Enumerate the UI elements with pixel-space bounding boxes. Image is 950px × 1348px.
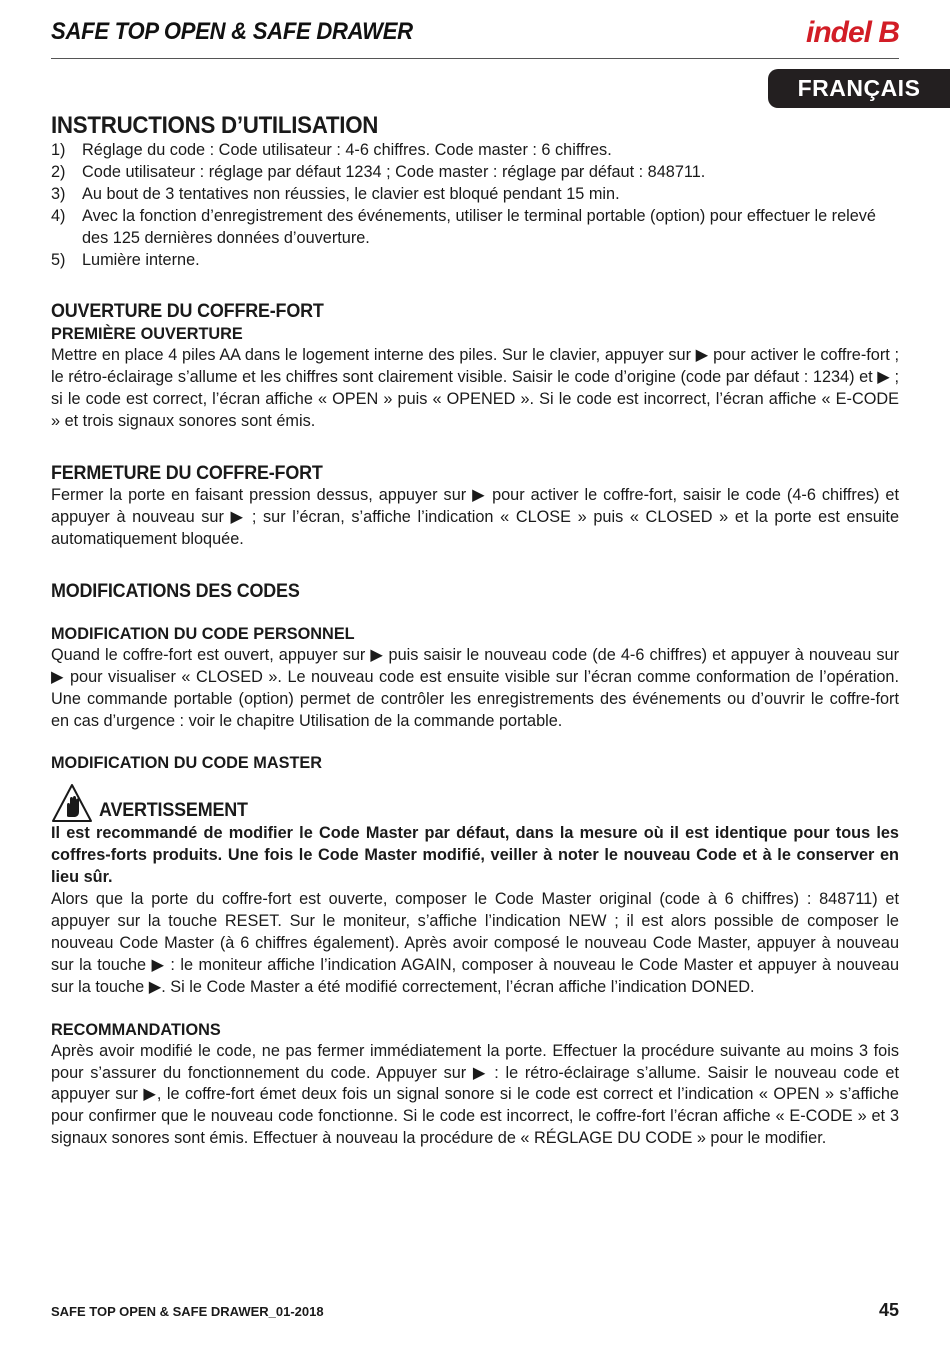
language-tab: FRANÇAIS [768,69,950,108]
personal-code-paragraph: Quand le coffre-fort est ouvert, appuyer sur ▶ puis saisir le nouveau code (de 4-6 chiffres) et appuyer à nouveau sur ▶ pour visualiser « CLOSED ». Le nouveau code est ensuite visible sur l’écran comme conformation de l’opération. Une commande portable (option) permet de contrôler les enregistrements des événements ou d’ouvrir le coffre-fort en cas d’urgence : voir le chapitre Utilisation de la commande portable. [51,645,899,730]
first-opening-subheading: PREMIÈRE OUVERTURE [51,325,243,344]
list-item [51,184,899,206]
instructions-heading: INSTRUCTIONS D’UTILISATION [51,112,379,139]
list-item-text: Lumière interne. [82,250,200,269]
brand-logo: indel B [805,16,899,49]
master-code-subheading: MODIFICATION DU CODE MASTER [51,754,323,773]
list-item-text: Au bout de 3 tentatives non réussies, le clavier est bloqué pendant 15 min. [82,184,620,203]
list-item-number: 2) [51,162,66,181]
header-divider [51,58,899,59]
warning-block-header [51,783,899,823]
list-item-number: 4) [51,206,66,225]
opening-paragraph: Mettre en place 4 piles AA dans le logement interne des piles. Sur le clavier, appuyer sur ▶ pour activer le coffre-fort ; le rétro-éclairage s’allume et les chiffres sont clairement visible. Saisir le code d’origine (code par défaut : 1234) et ▶ ; si le code est correct, l’écran affiche « OPEN » puis « OPENED ». Si le code est incorrect, l’écran affiche « E-CODE » et trois signaux sonores sont émis. [51,346,899,431]
closing-heading: FERMETURE DU COFFRE-FORT [51,462,323,485]
list-item-number: 5) [51,250,66,269]
footer-doc-reference: SAFE TOP OPEN & SAFE DRAWER_01-2018 [51,1304,324,1319]
document-title: SAFE TOP OPEN & SAFE DRAWER [51,18,413,45]
list-item [51,140,899,162]
list-item [51,250,899,272]
recommendations-paragraph: Après avoir modifié le code, ne pas fermer immédiatement la porte. Effectuer la procédure suivante au moins 3 fois pour s’assurer du fonctionnement du code. Appuyer sur ▶ : le rétro-éclairage s’allume. Saisir le nouveau code et appuyer sur ▶, le coffre-fort émet deux fois un signal sonore si le code est correct et l’indication « OPEN » s’affiche pour confirmer que le nouveau code fonctionne. Si le code est incorrect, le coffre-fort l’écran affiche « E-CODE » et 3 signaux sonores sont émis. Effectuer à nouveau la procédure de « RÉGLAGE DU CODE » pour le modifier. [51,1041,899,1148]
page-number: 45 [878,1300,899,1320]
list-item-number: 3) [51,184,66,203]
list-item-text: Réglage du code : Code utilisateur : 4-6 chiffres. Code master : 6 chiffres. [82,141,612,159]
codes-heading: MODIFICATIONS DES CODES [51,579,300,602]
list-item [51,206,899,250]
personal-code-subheading: MODIFICATION DU CODE PERSONNEL [51,624,355,643]
list-item-number: 1) [51,141,66,159]
warning-hand-icon [51,783,93,823]
list-item-text: Code utilisateur : réglage par défaut 1234 ; Code master : réglage par défaut : 848711. [82,162,706,181]
warning-paragraph: Il est recommandé de modifier le Code Master par défaut, dans la mesure où il est identique pour tous les coffres-forts produits. Une fois le Code Master modifié, veiller à noter le nouveau Code et à le conserver en lieu sûr. [51,824,899,887]
instructions-list [51,140,899,271]
warning-heading: AVERTISSEMENT [99,799,248,822]
recommendations-heading: RECOMMANDATIONS [51,1020,221,1039]
opening-heading: OUVERTURE DU COFFRE-FORT [51,300,324,323]
list-item-text: Avec la fonction d’enregistrement des événements, utiliser le terminal portable (option) pour effectuer le relevé des 125 dernières données d’ouverture. [82,206,876,247]
list-item [51,162,899,184]
page-content [51,112,899,1150]
master-code-paragraph: Alors que la porte du coffre-fort est ouverte, composer le Code Master original (code à 6 chiffres) : 848711) et appuyer sur la touche RESET. Sur le moniteur, s’affiche l’indication NEW ; il est alors possible de composer le nouveau Code Master (à 6 chiffres également). Après avoir composé le nouveau Code Master, appuyer à nouveau sur la touche ▶ : le moniteur affiche l’indication AGAIN, composer à nouveau le Code Master et appuyer à nouveau sur la touche ▶. Si le Code Master a été modifié correctement, l’écran affiche l’indication DONED. [51,890,899,996]
closing-paragraph: Fermer la porte en faisant pression dessus, appuyer sur ▶ pour activer le coffre-fort, saisir le code (4-6 chiffres) et appuyer à nouveau sur ▶ ; sur l’écran, s’affiche l’indication « CLOSE » puis « CLOSED » et la porte est ensuite automatiquement bloquée. [51,486,899,548]
